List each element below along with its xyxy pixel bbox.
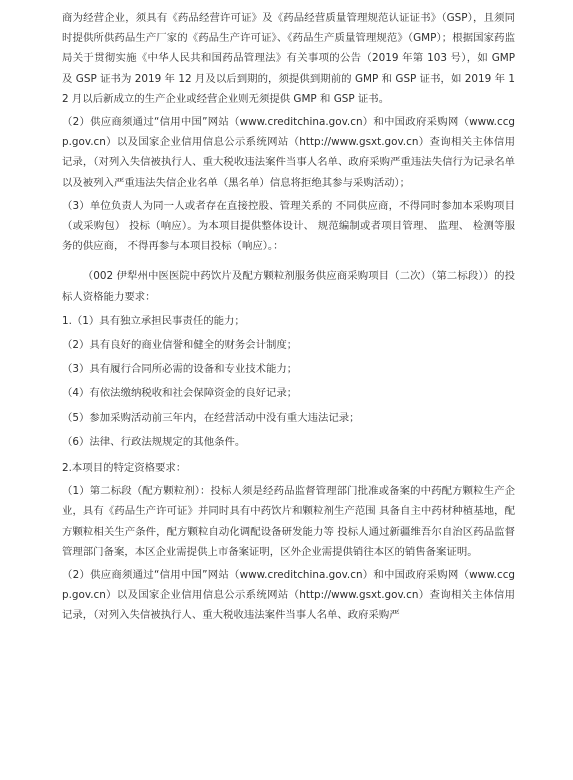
list-item: 1.（1）具有独立承担民事责任的能力； bbox=[62, 314, 245, 327]
paragraph-credit-check: （2）供应商须通过“信用中国”网站（www.creditchina.gov.cn）和中国政府采购网（www.ccgp.gov.cn）以及国家企业信用信息公示系统网站（http://www.gsxt.gov.cn）查询相关主体信用记录，（对列入失信被执行人、重大税收违法案件当事人名单、政府采购严重违法失信行为记录名单以及被列入严重违法失信企业名单（黑名单）信息将拒绝其参与采购活动）； bbox=[62, 116, 515, 189]
qualification-list bbox=[62, 311, 515, 452]
list-item: （4）有依法缴纳税收和社会保障资金的良好记录； bbox=[62, 387, 298, 400]
list-item: （5）参加采购活动前三年内，在经营活动中没有重大违法记录； bbox=[62, 411, 360, 424]
paragraph-specific-requirements: （1）第二标段（配方颗粒剂）：投标人须是经药品监督管理部门批准或备案的中药配方颗粒生产企业，具有《药品生产许可证》并同时具有中药饮片和颗粒剂生产范围 具备自主中药材种植基地，配方颗粒相关生产条件，配方颗粒自动化调配设备研发能力等 投标人通过新疆维吾尔自治区药品监督管理部门备案，本区企业需提供上市备案证明，区外企业需提供销往本区的销售备案证明。 bbox=[62, 485, 515, 558]
list-item: （6）法律、行政法规规定的其他条件。 bbox=[62, 435, 246, 448]
paragraph-credit-check-2: （2）供应商须通过“信用中国”网站（www.creditchina.gov.cn）和中国政府采购网（www.ccgp.gov.cn）以及国家企业信用信息公示系统网站（http://www.gsxt.gov.cn）查询相关主体信用记录，（对列入失信被执行人、重大税收违法案件当事人名单、政府采购严 bbox=[62, 569, 515, 622]
paragraph-supplier-license: 商为经营企业，须具有《药品经营许可证》及《药品经营质量管理规范认证证书》（GSP），且须同时提供所供药品生产厂家的《药品生产许可证》、《药品生产质量管理规范》（GMP）；根据国家药监局关于贯彻实施《中华人民共和国药品管理法》有关事项的公告（2019 年第 103 号），如 GMP 及 GSP 证书为 2019 年 12 月及以后到期的，须提供到期前的 GMP 和 GSP 证书，如 2019 年 12 月以后新成立的生产企业或经营企业则无须提供 GMP 和 GSP 证书。 bbox=[62, 12, 515, 105]
list-item: （2）具有良好的商业信誉和健全的财务会计制度； bbox=[62, 339, 298, 352]
paragraph-related-party: （3）单位负责人为同一人或者存在直接控股、管理关系的 不同供应商，不得同时参加本采购项目（或采购包） 投标（响应）。为本项目提供整体设计、 规范编制或者项目管理、 监理、 检测等服务的供应商， 不得再参与本项目投标（响应）。： bbox=[62, 199, 515, 253]
section-heading: 2.本项目的特定资格要求： bbox=[62, 462, 187, 475]
list-item: （3）具有履行合同所必需的设备和专业技术能力； bbox=[62, 363, 298, 376]
paragraph-lot-requirements: （002 伊犁州中医医院中药饮片及配方颗粒剂服务供应商采购项目（二次）（第二标段））的投标人资格能力要求： bbox=[62, 270, 515, 303]
